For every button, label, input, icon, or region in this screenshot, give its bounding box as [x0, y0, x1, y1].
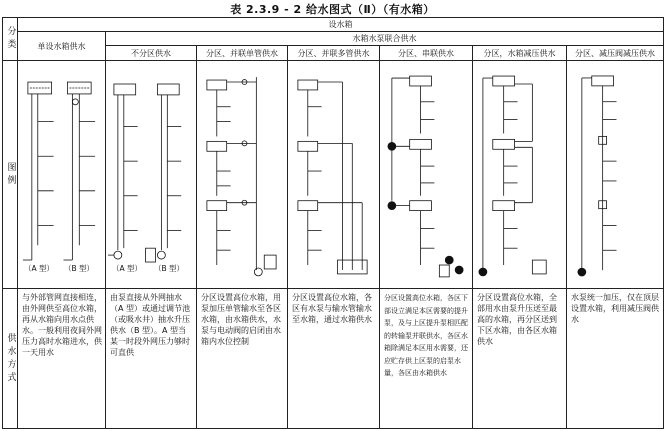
- diagram-row-label-cell: [3, 61, 18, 289]
- col-header-parallel-single: 分区、并联单管供水: [197, 46, 288, 61]
- group-top-header: 设水箱: [18, 18, 664, 32]
- no-zone-diagram: [106, 61, 196, 288]
- series-diagram: [380, 61, 472, 288]
- figure-tank-reduce: [473, 61, 567, 289]
- parallel-single-diagram: [197, 61, 287, 288]
- desc-no-zone: 由泵直接从外网抽水（A 型）或通过调节池（或吸水井）抽水升压供水（B 型）。A 型当某一时段外网压力够时可直供: [106, 289, 197, 429]
- parallel-multi-diagram: [288, 61, 379, 288]
- water-supply-table: [2, 17, 664, 429]
- figure-single-tank: [18, 61, 106, 289]
- tank-reduce-diagram: [473, 61, 566, 288]
- label-nozone-a: （A 型）: [112, 264, 143, 273]
- figure-series: [380, 61, 473, 289]
- desc-tank-reduce: 分区设置高位水箱，全部用水由泵升压送至最高的水箱，再分区送到下区水箱，由各区水箱供水: [473, 289, 567, 429]
- figure-parallel-multi: [288, 61, 380, 289]
- category-header-cell: [3, 18, 18, 61]
- method-row-label-cell: [3, 289, 18, 429]
- category-header: 分类: [5, 26, 16, 52]
- desc-single-tank: 与外部管网直接相连，由外网供至高位水箱，再从水箱向用水点供水。一般利用夜间外网压力高时水箱进水，供一天用水: [18, 289, 106, 429]
- pump-tank-group-header: 水箱水泵联合供水: [106, 32, 664, 46]
- col-header-parallel-multi: 分区、并联多管供水: [288, 46, 380, 61]
- col-header-no-zone: 不分区供水: [106, 46, 197, 61]
- pump-b: [157, 251, 165, 259]
- label-single-b: （B 型）: [64, 264, 95, 273]
- col-header-valve-reduce: 分区、减压阀减压供水: [567, 46, 664, 61]
- method-row-label: 供水方式: [5, 332, 16, 385]
- desc-parallel-multi: 分区设置高位水箱，各区有水泵与输水管输水至水箱，通过水箱供水: [288, 289, 380, 429]
- valve-reduce-diagram: [567, 61, 663, 288]
- desc-series: 分区设置高位水箱，各区下部设立满足本区需要的提升泵，及与上区提升泵相匹配的转输泵并联供水，各区水箱除满足本区用水需要，还应贮存供上区泵的启泵水量，各区由水箱供水: [380, 289, 473, 429]
- col-header-series: 分区、串联供水: [380, 46, 473, 61]
- figure-parallel-single: [197, 61, 288, 289]
- single-tank-diagram: [18, 61, 105, 288]
- figure-no-zone: [106, 61, 197, 289]
- table-title: 表 2.3.9 - 2 给水图式（Ⅱ）（有水箱）: [230, 3, 435, 16]
- label-single-a: （A 型）: [24, 264, 55, 273]
- col-header-tank-reduce: 分区，水箱减压供水: [473, 46, 567, 61]
- desc-parallel-single: 分区设置高位水箱，用泵加压单管输水至各区水箱，由水箱供水，水泵与电动阀的启闭由水箱内水位控制: [197, 289, 288, 429]
- figure-valve-reduce: [567, 61, 664, 289]
- pump-a: [114, 251, 122, 259]
- diagram-row-label: 图例: [5, 161, 16, 188]
- desc-valve-reduce: 水泵统一加压，仅在顶层设置水箱，利用减压阀供水: [567, 289, 664, 429]
- single-tank-header: 单设水箱供水: [18, 32, 106, 61]
- label-nozone-b: （B 型）: [154, 264, 185, 273]
